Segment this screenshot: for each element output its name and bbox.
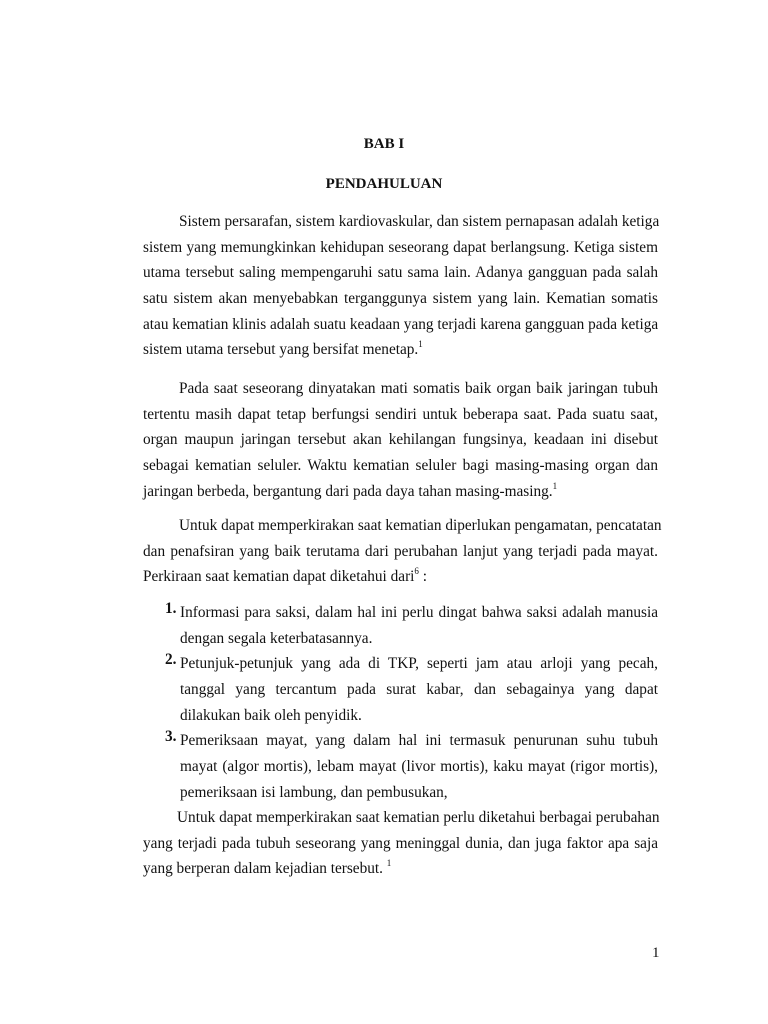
paragraph-3 <box>143 513 662 590</box>
text-line: Sistem persarafan, sistem kardiovaskular, dan sistem pernapasan adalah ketiga <box>179 213 660 230</box>
text-line: dan penafsiran yang baik terutama dari perubahan lanjut yang terjadi pada mayat. <box>143 542 658 560</box>
numbered-list <box>143 600 658 806</box>
text-line: sebagai kematian seluler. Waktu kematian seluler bagi masing-masing organ dan <box>143 457 658 475</box>
closing-paragraph <box>143 805 658 882</box>
footnote-ref: 1 <box>418 339 423 350</box>
text-line: Informasi para saksi, dalam hal ini perlu dingat bahwa saksi adalah manusia <box>180 604 658 621</box>
text-line <box>143 564 658 590</box>
text-line: sistem yang memungkinkan kehidupan seseorang dapat berlangsung. Ketiga sistem <box>143 238 658 256</box>
text-span: sistem utama tersebut yang bersifat menetap. <box>143 341 419 359</box>
text-line <box>143 856 658 882</box>
text-line: tanggal yang tercantum pada surat kabar, dan sebagainya yang dapat <box>180 681 658 699</box>
text-span: Perkiraan saat kematian dapat diketahui dari <box>143 568 415 586</box>
text-line: Pemeriksaan mayat, yang dalam hal ini termasuk penurunan suhu tubuh <box>180 732 658 750</box>
list-number: 3. <box>165 728 177 746</box>
list-number: 1. <box>165 600 177 617</box>
chapter-title: PENDAHULUAN <box>325 176 443 192</box>
text-line <box>143 337 658 363</box>
footnote-ref: 1 <box>386 858 392 869</box>
text-line: atau kematian klinis adalah suatu keadaan yang terjadi karena gangguan pada ketiga <box>143 315 659 333</box>
text-line: Untuk dapat memperkirakan saat kematian diperlukan pengamatan, pencatatan <box>179 517 662 534</box>
text-line: dengan segala keterbatasannya. <box>180 629 373 647</box>
text-line: Untuk dapat memperkirakan saat kematian perlu diketahui berbagai perubahan <box>177 809 660 826</box>
text-line: pemeriksaan isi lambung, dan pembusukan, <box>180 783 448 801</box>
text-line: satu sistem akan menyebabkan terganggunya sistem yang lain. Kematian somatis <box>143 290 658 308</box>
chapter-heading: BAB I <box>363 136 405 152</box>
text-line: organ maupun jaringan tersebut akan kehilangan fungsinya, keadaan ini disebut <box>143 431 658 449</box>
paragraph-1 <box>143 209 658 363</box>
text-line: tertentu masih dapat tetap berfungsi sendiri untuk beberapa saat. Pada suatu saat, <box>143 405 658 423</box>
text-line: Petunjuk-petunjuk yang ada di TKP, seperti jam atau arloji yang pecah, <box>180 655 658 673</box>
text-span: jaringan berbeda, bergantung dari pada daya tahan masing-masing. <box>143 482 553 500</box>
text-line: mayat (algor mortis), lebam mayat (livor mortis), kaku mayat (rigor mortis), <box>180 758 658 776</box>
text-span: : <box>418 568 427 586</box>
list-item <box>143 651 658 728</box>
text-span: yang berperan dalam kejadian tersebut. <box>143 860 387 878</box>
text-line: utama tersebut saling mempengaruhi satu sama lain. Adanya gangguan pada salah <box>143 264 658 282</box>
list-number: 2. <box>165 651 177 669</box>
page-number: 1 <box>652 945 660 961</box>
text-line: dilakukan baik oleh penyidik. <box>180 706 362 724</box>
text-line: Pada saat seseorang dinyatakan mati somatis baik organ baik jaringan tubuh <box>179 380 658 397</box>
text-line <box>143 479 658 505</box>
text-line: yang terjadi pada tubuh seseorang yang meninggal dunia, dan juga faktor apa saja <box>143 834 658 852</box>
list-item <box>143 728 658 805</box>
footnote-ref: 1 <box>552 480 558 491</box>
list-item <box>143 600 658 651</box>
paragraph-2 <box>143 376 658 504</box>
footnote-ref: 6 <box>414 566 419 577</box>
